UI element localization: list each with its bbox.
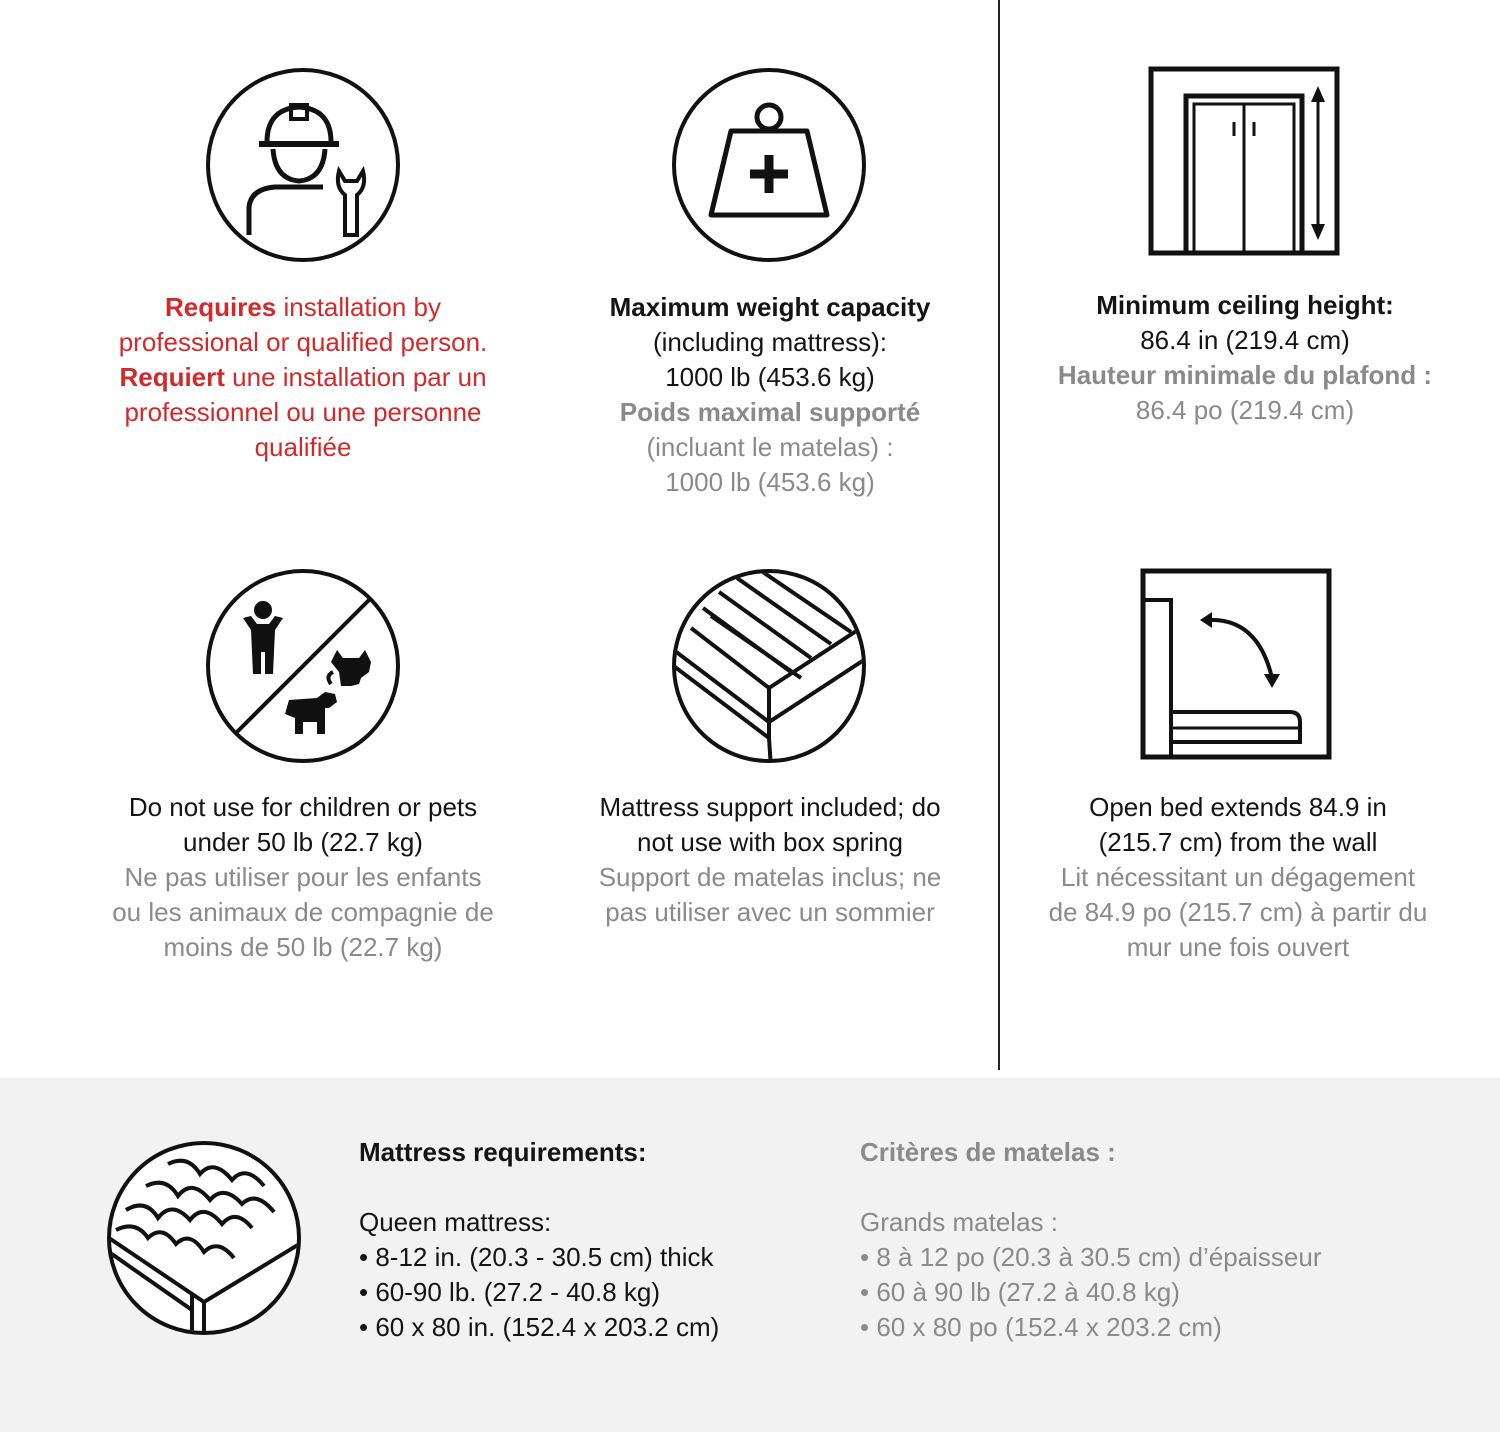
mattress-fr-heading: Critères de matelas : [860,1137,1116,1167]
children-block [70,790,536,965]
no-children-pets-icon [205,568,401,764]
mattress-fr-item: • 60 x 80 po (152.4 x 203.2 cm) [860,1312,1222,1342]
extension-fr-line3: mur une fois ouvert [1126,932,1350,962]
support-fr-line2: pas utiliser avec un sommier [605,897,935,927]
ceiling-fr-title: Hauteur minimale du plafond : [1057,360,1433,390]
mattress-en-size: Queen mattress: [359,1207,552,1237]
children-fr-line1: Ne pas utiliser pour les enfants [124,862,482,892]
support-en-line1: Mattress support included; do [599,792,941,822]
extension-en-line2: (215.7 cm) from the wall [1098,827,1378,857]
ceiling-block [1030,288,1460,428]
vertical-divider [998,0,1000,1070]
mattress-icon [106,1140,302,1336]
installer-icon [205,67,401,263]
support-fr-line1: Support de matelas inclus; ne [598,862,942,892]
installation-fr-rest: une installation par un [224,362,487,392]
ceiling-en-title: Minimum ceiling height: [1096,290,1394,320]
ceiling-height-icon [1148,66,1340,256]
children-en-line2: under 50 lb (22.7 kg) [183,827,423,857]
weight-en-title: Maximum weight capacity [609,292,931,322]
children-fr-line2: ou les animaux de compagnie de [112,897,494,927]
weight-icon [671,67,867,263]
mattress-fr-item: • 60 à 90 lb (27.2 à 40.8 kg) [860,1277,1180,1307]
installation-fr-line3: qualifiée [254,432,352,462]
mattress-en-heading: Mattress requirements: [359,1137,647,1167]
extension-block [1016,790,1460,965]
extension-fr-line2: de 84.9 po (215.7 cm) à partir du [1048,897,1428,927]
installation-fr-bold: Requiert [119,362,225,392]
children-en-line1: Do not use for children or pets [128,792,478,822]
mattress-fr-size: Grands matelas : [860,1207,1058,1237]
weight-en-line2: (including mattress): [652,327,888,357]
extension-fr-line1: Lit nécessitant un dégagement [1060,862,1416,892]
weight-fr-line2: (incluant le matelas) : [646,432,894,462]
mattress-requirements-en [359,1135,719,1345]
mattress-en-item: • 60-90 lb. (27.2 - 40.8 kg) [359,1277,661,1307]
extension-en-line1: Open bed extends 84.9 in [1089,792,1387,822]
weight-fr-title: Poids maximal supporté [619,397,921,427]
support-en-line2: not use with box spring [637,827,903,857]
weight-block [560,290,980,500]
bed-extension-icon [1140,568,1332,760]
mattress-requirements-fr [860,1135,1322,1345]
children-fr-line3: moins de 50 lb (22.7 kg) [163,932,443,962]
mattress-en-item: • 60 x 80 in. (152.4 x 203.2 cm) [359,1312,720,1342]
installation-en-rest: installation by [276,292,442,322]
installation-en-line2: professional or qualified person. [118,327,488,357]
installation-en-bold: Requires [164,292,277,322]
mattress-requirements-band [0,1078,1500,1432]
ceiling-en-line2: 86.4 in (219.4 cm) [1140,325,1350,355]
support-block [556,790,984,930]
slat-support-icon [671,568,867,764]
installation-block [90,290,516,465]
weight-fr-line3: 1000 lb (453.6 kg) [665,467,875,497]
weight-en-line3: 1000 lb (453.6 kg) [665,362,875,392]
installation-fr-line2: professionnel ou une personne [124,397,482,427]
ceiling-fr-line2: 86.4 po (219.4 cm) [1135,395,1355,425]
mattress-fr-item: • 8 à 12 po (20.3 à 30.5 cm) d’épaisseur [860,1242,1322,1272]
mattress-en-item: • 8-12 in. (20.3 - 30.5 cm) thick [359,1242,714,1272]
